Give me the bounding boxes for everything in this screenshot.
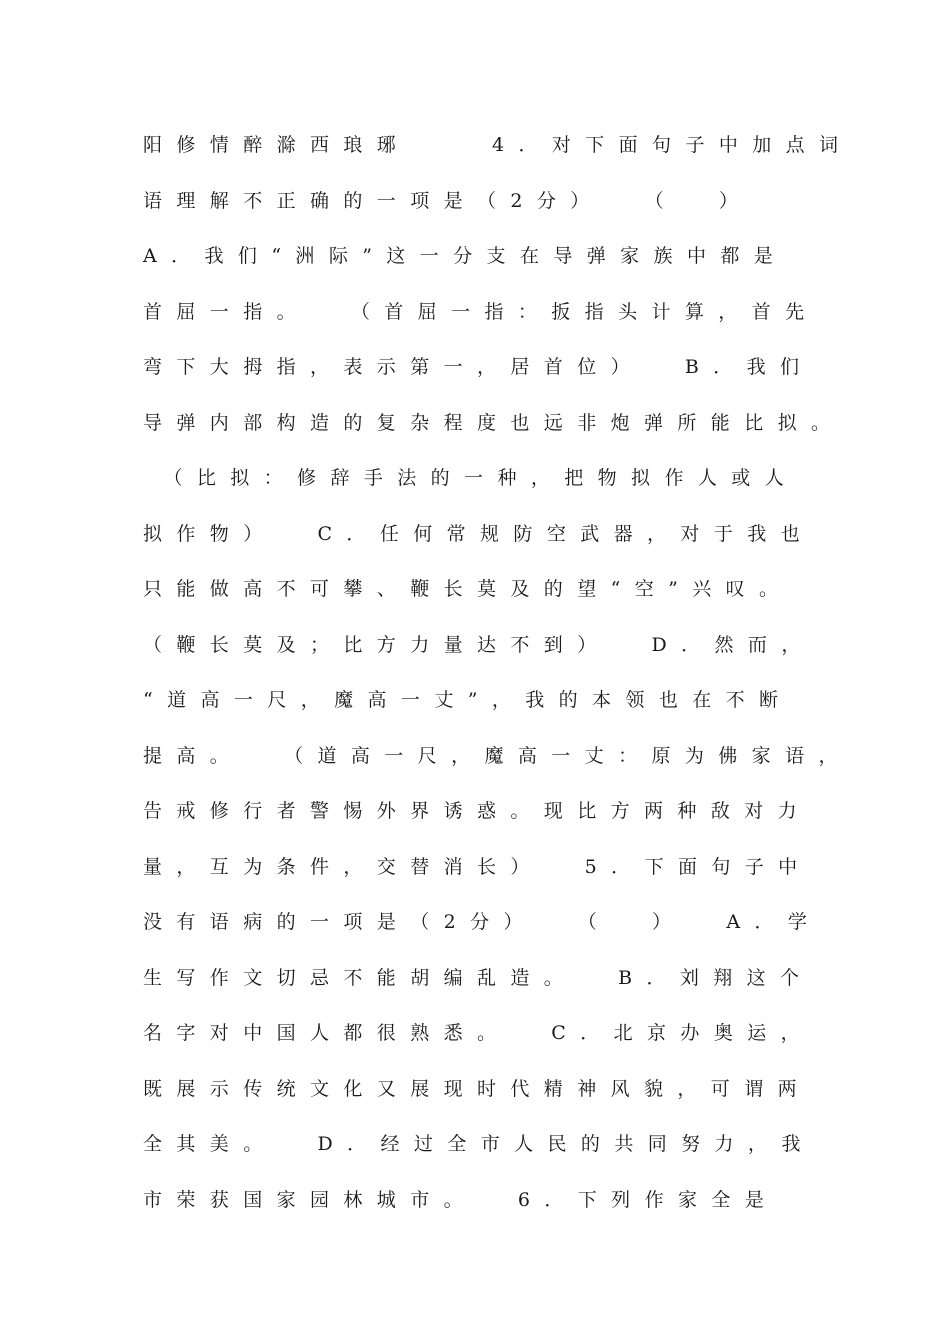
text-line-17: 名字对中国人都很熟悉。 C．北京办奥运， <box>143 1022 815 1044</box>
text-line-10: （鞭长莫及；比方力量达不到） D．然而， <box>143 633 815 656</box>
text-line-13: 告戒修行者警惕外界诱惑。现比方两种敌对力 <box>143 800 812 822</box>
text-line-1: 阳修情醉滁西琅琊 4．对下面句子中加点词 <box>143 134 853 156</box>
text-line-4: 首屈一指。 （首屈一指：扳指头计算，首先 <box>143 300 819 323</box>
text-line-20: 市荣获国家园林城市。 6．下列作家全是 <box>143 1188 779 1211</box>
text-line-11: “道高一尺，魔高一丈”，我的本领也在不断 <box>143 689 793 711</box>
text-line-18: 既展示传统文化又展现时代精神风貌，可谓两 <box>143 1077 812 1100</box>
document-body <box>143 128 853 1238</box>
text-line-3: A．我们“洲际”这一分支在导弹家族中都是 <box>143 245 788 267</box>
text-line-2: 语理解不正确的一项是（2分） （ ） <box>143 189 753 212</box>
text-line-8: 拟作物） C．任何常规防空武器，对于我也 <box>143 522 815 545</box>
text-line-7: （比拟：修辞手法的一种，把物拟作人或人 <box>143 467 799 489</box>
text-line-16: 生写作文切忌不能胡编乱造。 B．刘翔这个 <box>143 966 814 989</box>
text-line-12: 提高。 （道高一尺，魔高一丈：原为佛家语， <box>143 744 852 767</box>
text-line-9: 只能做高不可攀、鞭长莫及的望“空”兴叹。 <box>143 578 793 600</box>
text-line-19: 全其美。 D．经过全市人民的共同努力，我 <box>143 1133 815 1155</box>
text-line-6: 导弹内部构造的复杂程度也远非炮弹所能比拟。 <box>143 411 845 434</box>
text-line-14: 量，互为条件，交替消长） 5．下面句子中 <box>143 855 812 878</box>
text-line-15: 没有语病的一项是（2分） （ ） A．学 <box>143 911 822 933</box>
text-line-5: 弯下大拇指，表示第一，居首位） B．我们 <box>143 356 814 378</box>
